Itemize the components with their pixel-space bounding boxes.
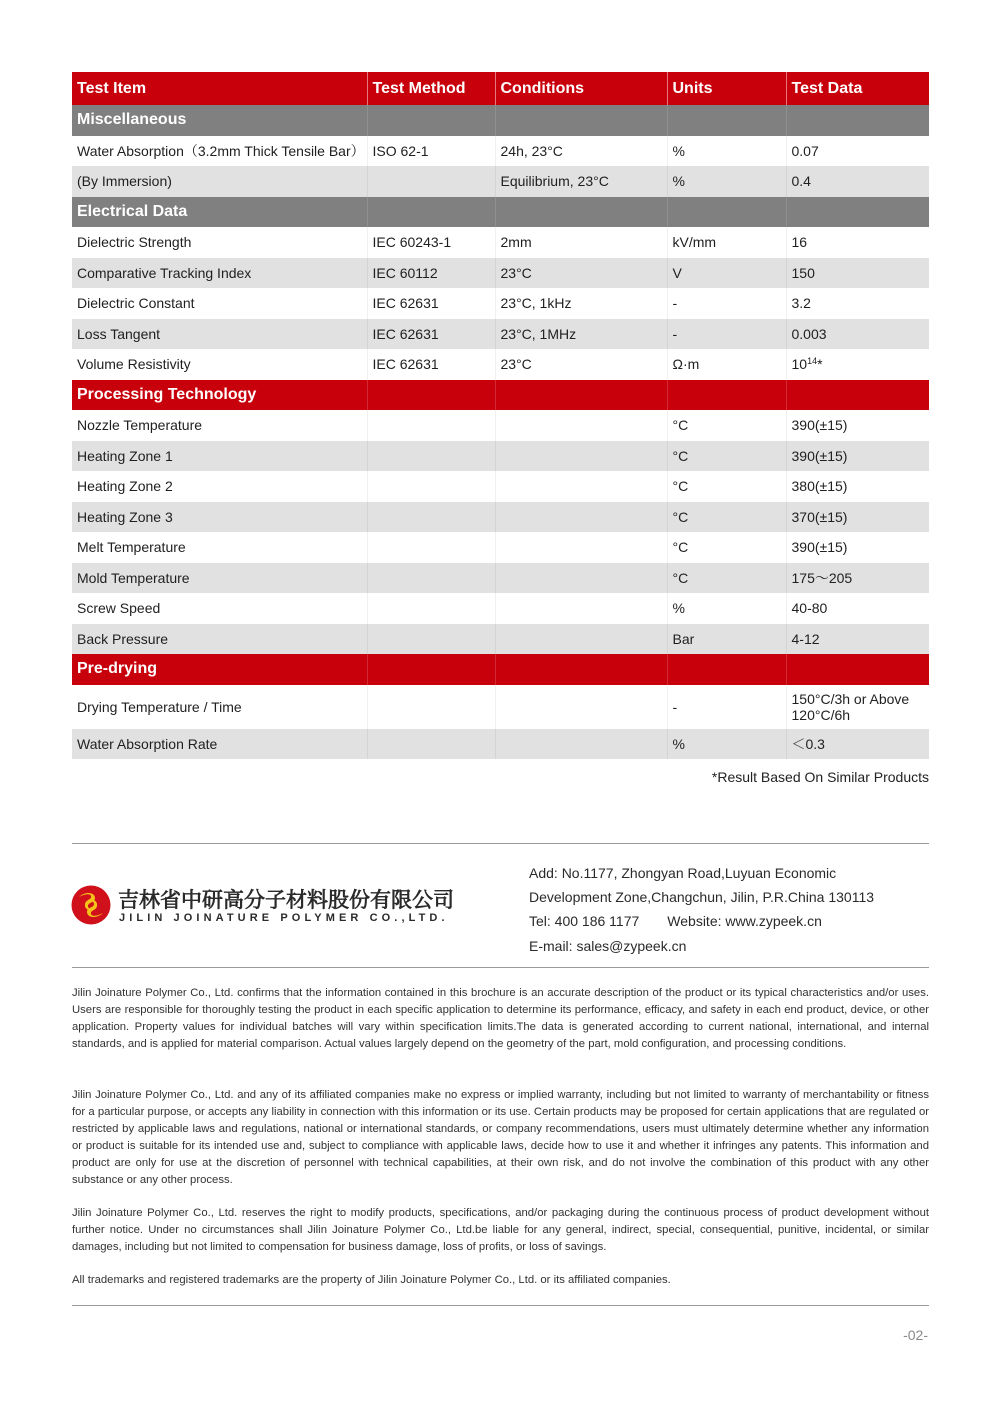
footnote: *Result Based On Similar Products — [711, 769, 929, 785]
cell-units: °C — [667, 410, 786, 441]
cell-units: % — [667, 729, 786, 760]
cell-test-item: Dielectric Strength — [77, 234, 192, 251]
cell-test-method — [367, 502, 495, 533]
cell-test-item: Screw Speed — [77, 600, 161, 617]
table-row — [72, 136, 929, 167]
cell-test-method — [367, 532, 495, 563]
cell-test-data: 4-12 — [786, 624, 929, 655]
divider-bottom — [72, 1305, 929, 1306]
cell-conditions: 23°C — [495, 258, 667, 289]
cell-test-data — [786, 349, 929, 380]
table-row — [72, 410, 929, 441]
cell-units: Bar — [667, 624, 786, 655]
table-row — [72, 319, 929, 350]
cell-test-method — [367, 166, 495, 197]
cell-test-item: Heating Zone 2 — [77, 478, 173, 495]
cell-units: V — [667, 258, 786, 289]
table-row — [72, 729, 929, 760]
cell-units: °C — [667, 502, 786, 533]
cell-test-item: Water Absorption Rate — [72, 729, 367, 760]
section-header-cell — [786, 197, 929, 228]
company-name-english: JILIN JOINATURE POLYMER CO.,LTD. — [119, 912, 449, 924]
cell-units: Ω·m — [667, 349, 786, 380]
cell-test-method: IEC 60243-1 — [367, 227, 495, 258]
section-header-row — [72, 654, 929, 685]
section-header-cell — [495, 654, 667, 685]
cell-test-data: 40-80 — [786, 593, 929, 624]
tel-website-row — [529, 909, 874, 933]
table-row — [72, 563, 929, 594]
table-row — [72, 471, 929, 502]
cell-conditions — [495, 532, 667, 563]
section-header-cell — [367, 197, 495, 228]
cell-test-method: IEC 60112 — [367, 258, 495, 289]
contact-block — [529, 861, 874, 958]
cell-test-data: 390(±15) — [786, 532, 929, 563]
cell-test-item: Dielectric Constant — [77, 295, 195, 312]
cell-conditions: 2mm — [495, 227, 667, 258]
section-header-cell — [367, 654, 495, 685]
section-title: Miscellaneous — [72, 105, 367, 136]
cell-conditions — [495, 624, 667, 655]
table-header-row — [72, 72, 929, 105]
table-body — [72, 105, 929, 759]
cell-test-data: 3.2 — [786, 288, 929, 319]
cell-test-data: 0.4 — [786, 166, 929, 197]
cell-test-method — [367, 685, 495, 729]
cell-test-item: Heating Zone 3 — [72, 502, 367, 533]
cell-units: °C — [667, 563, 786, 594]
header-test-item: Test Item — [72, 72, 367, 105]
cell-test-item: Back Pressure — [72, 624, 367, 655]
cell-test-item: Comparative Tracking Index — [72, 258, 367, 289]
section-title: Pre-drying — [72, 654, 367, 685]
website-link[interactable]: Website: www.zypeek.cn — [667, 913, 822, 930]
cell-test-data: 16 — [786, 227, 929, 258]
table-row — [72, 502, 929, 533]
section-header-cell — [367, 380, 495, 411]
cell-conditions — [495, 729, 667, 760]
divider-middle — [72, 967, 929, 968]
section-title: Electrical Data — [72, 197, 367, 228]
cell-test-data: 370(±15) — [786, 502, 929, 533]
cell-conditions: 23°C — [495, 349, 667, 380]
cell-conditions: 23°C, 1MHz — [495, 319, 667, 350]
cell-test-data: 150 — [786, 258, 929, 289]
email-link[interactable]: E-mail: sales@zypeek.cn — [529, 937, 687, 954]
cell-conditions: Equilibrium, 23°C — [495, 166, 667, 197]
section-header-cell — [786, 380, 929, 411]
cell-test-item: Heating Zone 1 — [72, 441, 367, 472]
cell-test-item: Mold Temperature — [72, 563, 367, 594]
trademark-notice: All trademarks and registered trademarks are the property of Jilin Joinature Polymer Co., Ltd. or its affiliated companies. — [72, 1274, 671, 1286]
cell-test-method: IEC 62631 — [367, 288, 495, 319]
section-header-cell — [667, 380, 786, 411]
cell-conditions — [495, 410, 667, 441]
value-exponent: 14 — [807, 356, 818, 367]
telephone: Tel: 400 186 1177 — [529, 913, 640, 930]
cell-conditions — [495, 441, 667, 472]
cell-conditions: 23°C, 1kHz — [495, 288, 667, 319]
cell-test-item: Loss Tangent — [72, 319, 367, 350]
cell-test-data: 175～205 — [786, 563, 929, 594]
table-row — [72, 288, 929, 319]
cell-conditions — [495, 685, 667, 729]
table-row — [72, 258, 929, 289]
section-header-cell — [367, 105, 495, 136]
header-test-method: Test Method — [367, 72, 495, 105]
company-name-chinese: 吉林省中研高分子材料股份有限公司 — [118, 888, 454, 912]
section-header-cell — [667, 654, 786, 685]
cell-test-data: 0.07 — [786, 136, 929, 167]
section-title: Processing Technology — [72, 380, 367, 411]
cell-test-item: Nozzle Temperature — [77, 417, 203, 434]
company-logo-icon — [71, 885, 111, 925]
cell-test-item: Volume Resistivity — [77, 356, 191, 373]
cell-test-method — [367, 563, 495, 594]
value-base: 10 — [791, 356, 808, 373]
cell-units: kV/mm — [667, 227, 786, 258]
cell-conditions: 24h, 23°C — [495, 136, 667, 167]
cell-test-method: IEC 62631 — [367, 319, 495, 350]
table-row — [72, 227, 929, 258]
cell-test-method: ISO 62-1 — [367, 136, 495, 167]
disclaimer-paragraph-1: Jilin Joinature Polymer Co., Ltd. confirms that the information contained in this brochure is an accurate description of the product or its typical characteristics and/or uses. Users are responsible for thoroughly testing the product in each specific application to determine its performance, efficacy, and safety in each end product, device, or other application. Property values for individual batches will vary within specification limits.The data is generated according to current national, international, and internal standards, and is applied for material comparison. Actual values largely depend on the geometry of the part, mold configuration, and processing conditions. — [72, 987, 929, 1050]
cell-test-method — [367, 441, 495, 472]
property-table — [72, 72, 929, 759]
disclaimer-paragraph-2: Jilin Joinature Polymer Co., Ltd. and any of its affiliated companies make no express or implied warranty, including but not limited to warranty of merchantability or fitness for a particular purpose, or accepts any liability in connection with this information or its use. Certain products may be proposed for certain applications that are regulated or restricted by applicable laws and regulations, national or international standards, or company recommendations, users must ultimately determine whether any information or product is suitable for its intended use and, subject to compliance with applicable laws, decide how to use it and whether it infringes any patents. This information and product are only for use at the discretion of personnel with technical capabilities, at their own risk, and do not involve the combination of this product with any other substance or any other process. — [72, 1089, 929, 1186]
cell-test-method — [367, 729, 495, 760]
table-row — [72, 593, 929, 624]
cell-test-item: Water Absorption（3.2mm Thick Tensile Bar） — [77, 142, 365, 159]
section-header-cell — [667, 105, 786, 136]
disclaimer-paragraph-3: Jilin Joinature Polymer Co., Ltd. reserves the right to modify products, specifications, and/or packaging during the continuous process of product development without further notice. Under no circumstances shall Jilin Joinature Polymer Co., Ltd.be liable for any general, indirect, special, consequential, punitive, incidental, or similar damages, including but not limited to compensation for business damage, loss of profits, or loss of savings. — [72, 1207, 929, 1253]
section-header-cell — [786, 654, 929, 685]
section-header-row — [72, 105, 929, 136]
cell-test-data: 390(±15) — [786, 441, 929, 472]
cell-conditions — [495, 502, 667, 533]
header-test-data: Test Data — [786, 72, 929, 105]
table-row — [72, 624, 929, 655]
section-header-cell — [786, 105, 929, 136]
cell-conditions — [495, 593, 667, 624]
cell-test-data: 380(±15) — [786, 471, 929, 502]
table-row — [72, 441, 929, 472]
table-row — [72, 532, 929, 563]
cell-test-method: IEC 62631 — [367, 349, 495, 380]
cell-test-data: 0.003 — [786, 319, 929, 350]
section-header-cell — [495, 197, 667, 228]
cell-units: % — [667, 136, 786, 167]
cell-test-item: Melt Temperature — [77, 539, 186, 556]
table-row — [72, 166, 929, 197]
cell-test-item: Drying Temperature / Time — [77, 698, 242, 715]
cell-units: °C — [667, 532, 786, 563]
header-units: Units — [667, 72, 786, 105]
section-header-row — [72, 380, 929, 411]
section-header-row — [72, 197, 929, 228]
table-row — [72, 349, 929, 380]
address-line-2: Development Zone,Changchun, Jilin, P.R.China 130113 — [529, 889, 875, 906]
divider-top — [72, 843, 929, 844]
cell-test-method — [367, 471, 495, 502]
header-conditions: Conditions — [495, 72, 667, 105]
cell-test-data: 150°C/3h or Above 120°C/6h — [786, 685, 929, 729]
value-suffix: * — [817, 356, 823, 373]
cell-test-method — [367, 410, 495, 441]
cell-test-method — [367, 593, 495, 624]
cell-units: °C — [667, 471, 786, 502]
cell-units: °C — [667, 441, 786, 472]
cell-test-method — [367, 624, 495, 655]
section-header-cell — [667, 197, 786, 228]
cell-conditions — [495, 563, 667, 594]
table-row — [72, 685, 929, 729]
cell-test-item: (By Immersion) — [72, 166, 367, 197]
address-line-1: Add: No.1177, Zhongyan Road,Luyuan Economic — [529, 865, 837, 881]
cell-units: - — [667, 685, 786, 729]
cell-conditions — [495, 471, 667, 502]
cell-units: % — [667, 593, 786, 624]
section-header-cell — [495, 105, 667, 136]
cell-units: - — [667, 319, 786, 350]
cell-units: % — [667, 166, 786, 197]
cell-test-data: ＜0.3 — [786, 729, 929, 760]
cell-units: - — [667, 288, 786, 319]
cell-test-data: 390(±15) — [786, 410, 929, 441]
section-header-cell — [495, 380, 667, 411]
page-number: -02- — [903, 1327, 928, 1343]
